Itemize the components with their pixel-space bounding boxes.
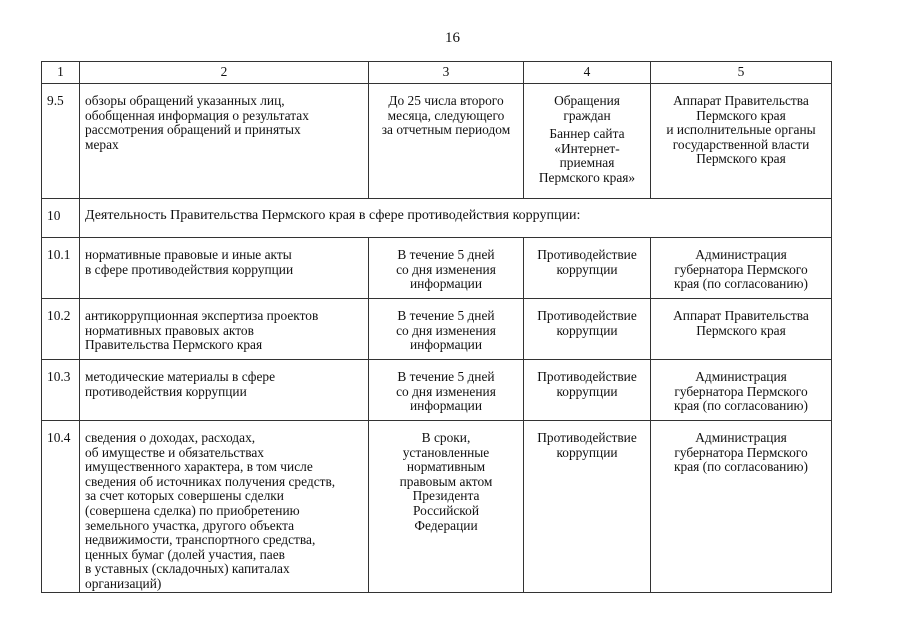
row-number: 10.2 [42,299,80,360]
responsible-cell: Администрация губернатора Пермского края (по согласованию) [651,238,832,299]
row-number: 9.5 [42,84,80,199]
header-cell-2: 2 [80,62,369,84]
item-description: сведения о доходах, расходах, об имуществе и обязательствах имущественного характера, в том числе сведения об источниках получения средств, за счет которых совершены сделки (совершена сделка) по приобретению земельного участка, другого объекта недвижимости, транспортного средства, ценных бумаг (долей участия, паев в уставных (складочных) капиталах организаций) [80,421,369,593]
term-cell: В сроки, установленные нормативным правовым актом Президента Российской Федерации [369,421,524,593]
header-cell-3: 3 [369,62,524,84]
responsible-cell: Администрация губернатора Пермского края (по согласованию) [651,421,832,593]
site-section-cell: Противодействие коррупции [524,360,651,421]
section-row [42,199,832,238]
term-cell: До 25 числа второго месяца, следующего за отчетным периодом [369,84,524,199]
table-row [42,238,832,299]
term-cell: В течение 5 дней со дня изменения информации [369,299,524,360]
row-number: 10.3 [42,360,80,421]
item-description: антикоррупционная экспертиза проектов нормативных правовых актов Правительства Пермского края [80,299,369,360]
term-cell: В течение 5 дней со дня изменения информации [369,360,524,421]
section-title: Деятельность Правительства Пермского края в сфере противодействия коррупции: [80,199,832,238]
table-row [42,299,832,360]
header-cell-5: 5 [651,62,832,84]
responsible-cell: Аппарат Правительства Пермского края и исполнительные органы государственной власти Пермского края [651,84,832,199]
item-description: нормативные правовые и иные акты в сфере противодействия коррупции [80,238,369,299]
header-cell-4: 4 [524,62,651,84]
responsible-cell: Администрация губернатора Пермского края (по согласованию) [651,360,832,421]
site-banner-name: Баннер сайта «Интернет- приемная Пермского края» [538,126,636,185]
table-row [42,84,832,199]
page-number: 16 [445,30,460,46]
row-number: 10 [42,199,80,238]
row-number: 10.4 [42,421,80,593]
site-section-cell: Противодействие коррупции [524,238,651,299]
table-header-row [42,62,832,84]
header-cell-1: 1 [42,62,80,84]
site-section-cell: Противодействие коррупции [524,299,651,360]
item-description: методические материалы в сфере противодействия коррупции [80,360,369,421]
site-section-cell: Противодействие коррупции [524,421,651,593]
responsible-cell: Аппарат Правительства Пермского края [651,299,832,360]
table-row [42,421,832,593]
document-table [41,61,832,593]
table-row [42,360,832,421]
row-number: 10.1 [42,238,80,299]
site-section-cell [524,84,651,199]
site-section-name: Обращения граждан [554,93,620,123]
item-description: обзоры обращений указанных лиц, обобщенная информация о результатах рассмотрения обращений и принятых мерах [80,84,369,199]
term-cell: В течение 5 дней со дня изменения информации [369,238,524,299]
